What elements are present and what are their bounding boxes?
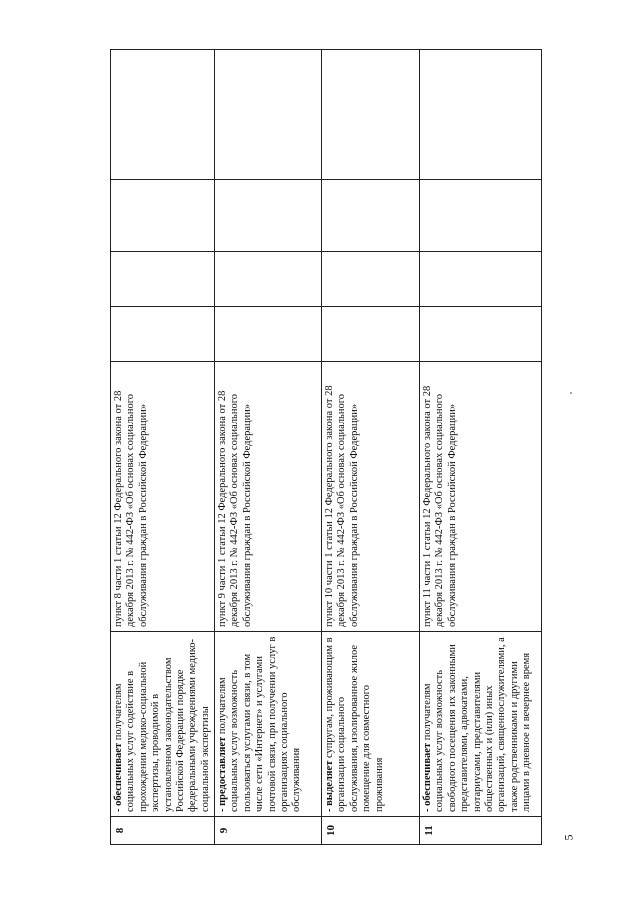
row-number: 9 — [215, 817, 322, 845]
table-row — [420, 50, 542, 845]
answer-yes-cell — [215, 307, 322, 362]
row-number: 11 — [420, 817, 542, 845]
requirement-cell — [215, 632, 322, 817]
note-cell — [215, 50, 322, 180]
requirement-cell — [322, 632, 420, 817]
scan-speck — [570, 392, 572, 394]
requirement-text: получателям социальных услуг возможность пользоваться услугами связи, в том числе сети «Интернет» и услугами почтовой связи, при получении услуг в организациях социального обслуживания — [217, 636, 303, 812]
requirement-lead: - обеспечивает — [113, 742, 124, 812]
table-row — [322, 50, 420, 845]
answer-na-cell — [215, 180, 322, 252]
legal-basis-cell: пункт 8 части 1 статьи 12 Федерального закона от 28 декабря 2013 г. № 442-ФЗ «Об основах социального обслуживания граждан в Российской Федерации» — [111, 362, 215, 632]
requirement-cell — [420, 632, 542, 817]
legal-basis-cell: пункт 9 части 1 статьи 12 Федерального закона от 28 декабря 2013 г. № 442-ФЗ «Об основах социального обслуживания граждан в Российской Федерации» — [215, 362, 322, 632]
requirement-lead: - обеспечивает — [422, 742, 433, 812]
requirement-text: получателям социальных услуг возможность свободного посещения их законными представителями, адвокатами, нотариусами, представителями общественных и (или) иных организаций, священнослужителями, а также родственниками и другими лицами в дневное и вечернее время — [422, 637, 532, 812]
legal-basis-cell: пункт 10 части 1 статьи 12 Федерального закона от 28 декабря 2013 г. № 442-ФЗ «Об основах социального обслуживания граждан в Российской Федерации» — [322, 362, 420, 632]
checklist-table-rotated — [110, 50, 540, 845]
table-row — [111, 50, 215, 845]
note-cell — [420, 50, 542, 180]
answer-na-cell — [420, 180, 542, 252]
answer-no-cell — [215, 252, 322, 307]
answer-na-cell — [111, 180, 215, 252]
answer-no-cell — [111, 252, 215, 307]
requirement-lead: - предоставляет — [217, 736, 228, 812]
table-row — [215, 50, 322, 845]
row-number: 8 — [111, 817, 215, 845]
answer-yes-cell — [322, 307, 420, 362]
note-cell — [322, 50, 420, 180]
requirement-text: получателям социальных услуг содействие в прохождении медико-социальной экспертизы, проводимой в установленном законодательством Российской Федерации порядке федеральными учреждениями медико-социальной экспертизы — [113, 638, 211, 812]
row-number: 10 — [322, 817, 420, 845]
answer-no-cell — [420, 252, 542, 307]
note-cell — [111, 50, 215, 180]
answer-yes-cell — [111, 307, 215, 362]
page-number: 5 — [561, 834, 576, 841]
legal-basis-cell: пункт 11 части 1 статьи 12 Федерального закона от 28 декабря 2013 г. № 442-ФЗ «Об основах социального обслуживания граждан в Российской Федерации» — [420, 362, 542, 632]
requirement-cell — [111, 632, 215, 817]
requirement-text: супругам, проживающим в организации социального обслуживания, изолированное жилое помещение для совместного проживания — [324, 637, 385, 812]
answer-no-cell — [322, 252, 420, 307]
checklist-table — [110, 49, 542, 845]
answer-yes-cell — [420, 307, 542, 362]
answer-na-cell — [322, 180, 420, 252]
requirement-lead: - выделяет — [324, 760, 335, 812]
